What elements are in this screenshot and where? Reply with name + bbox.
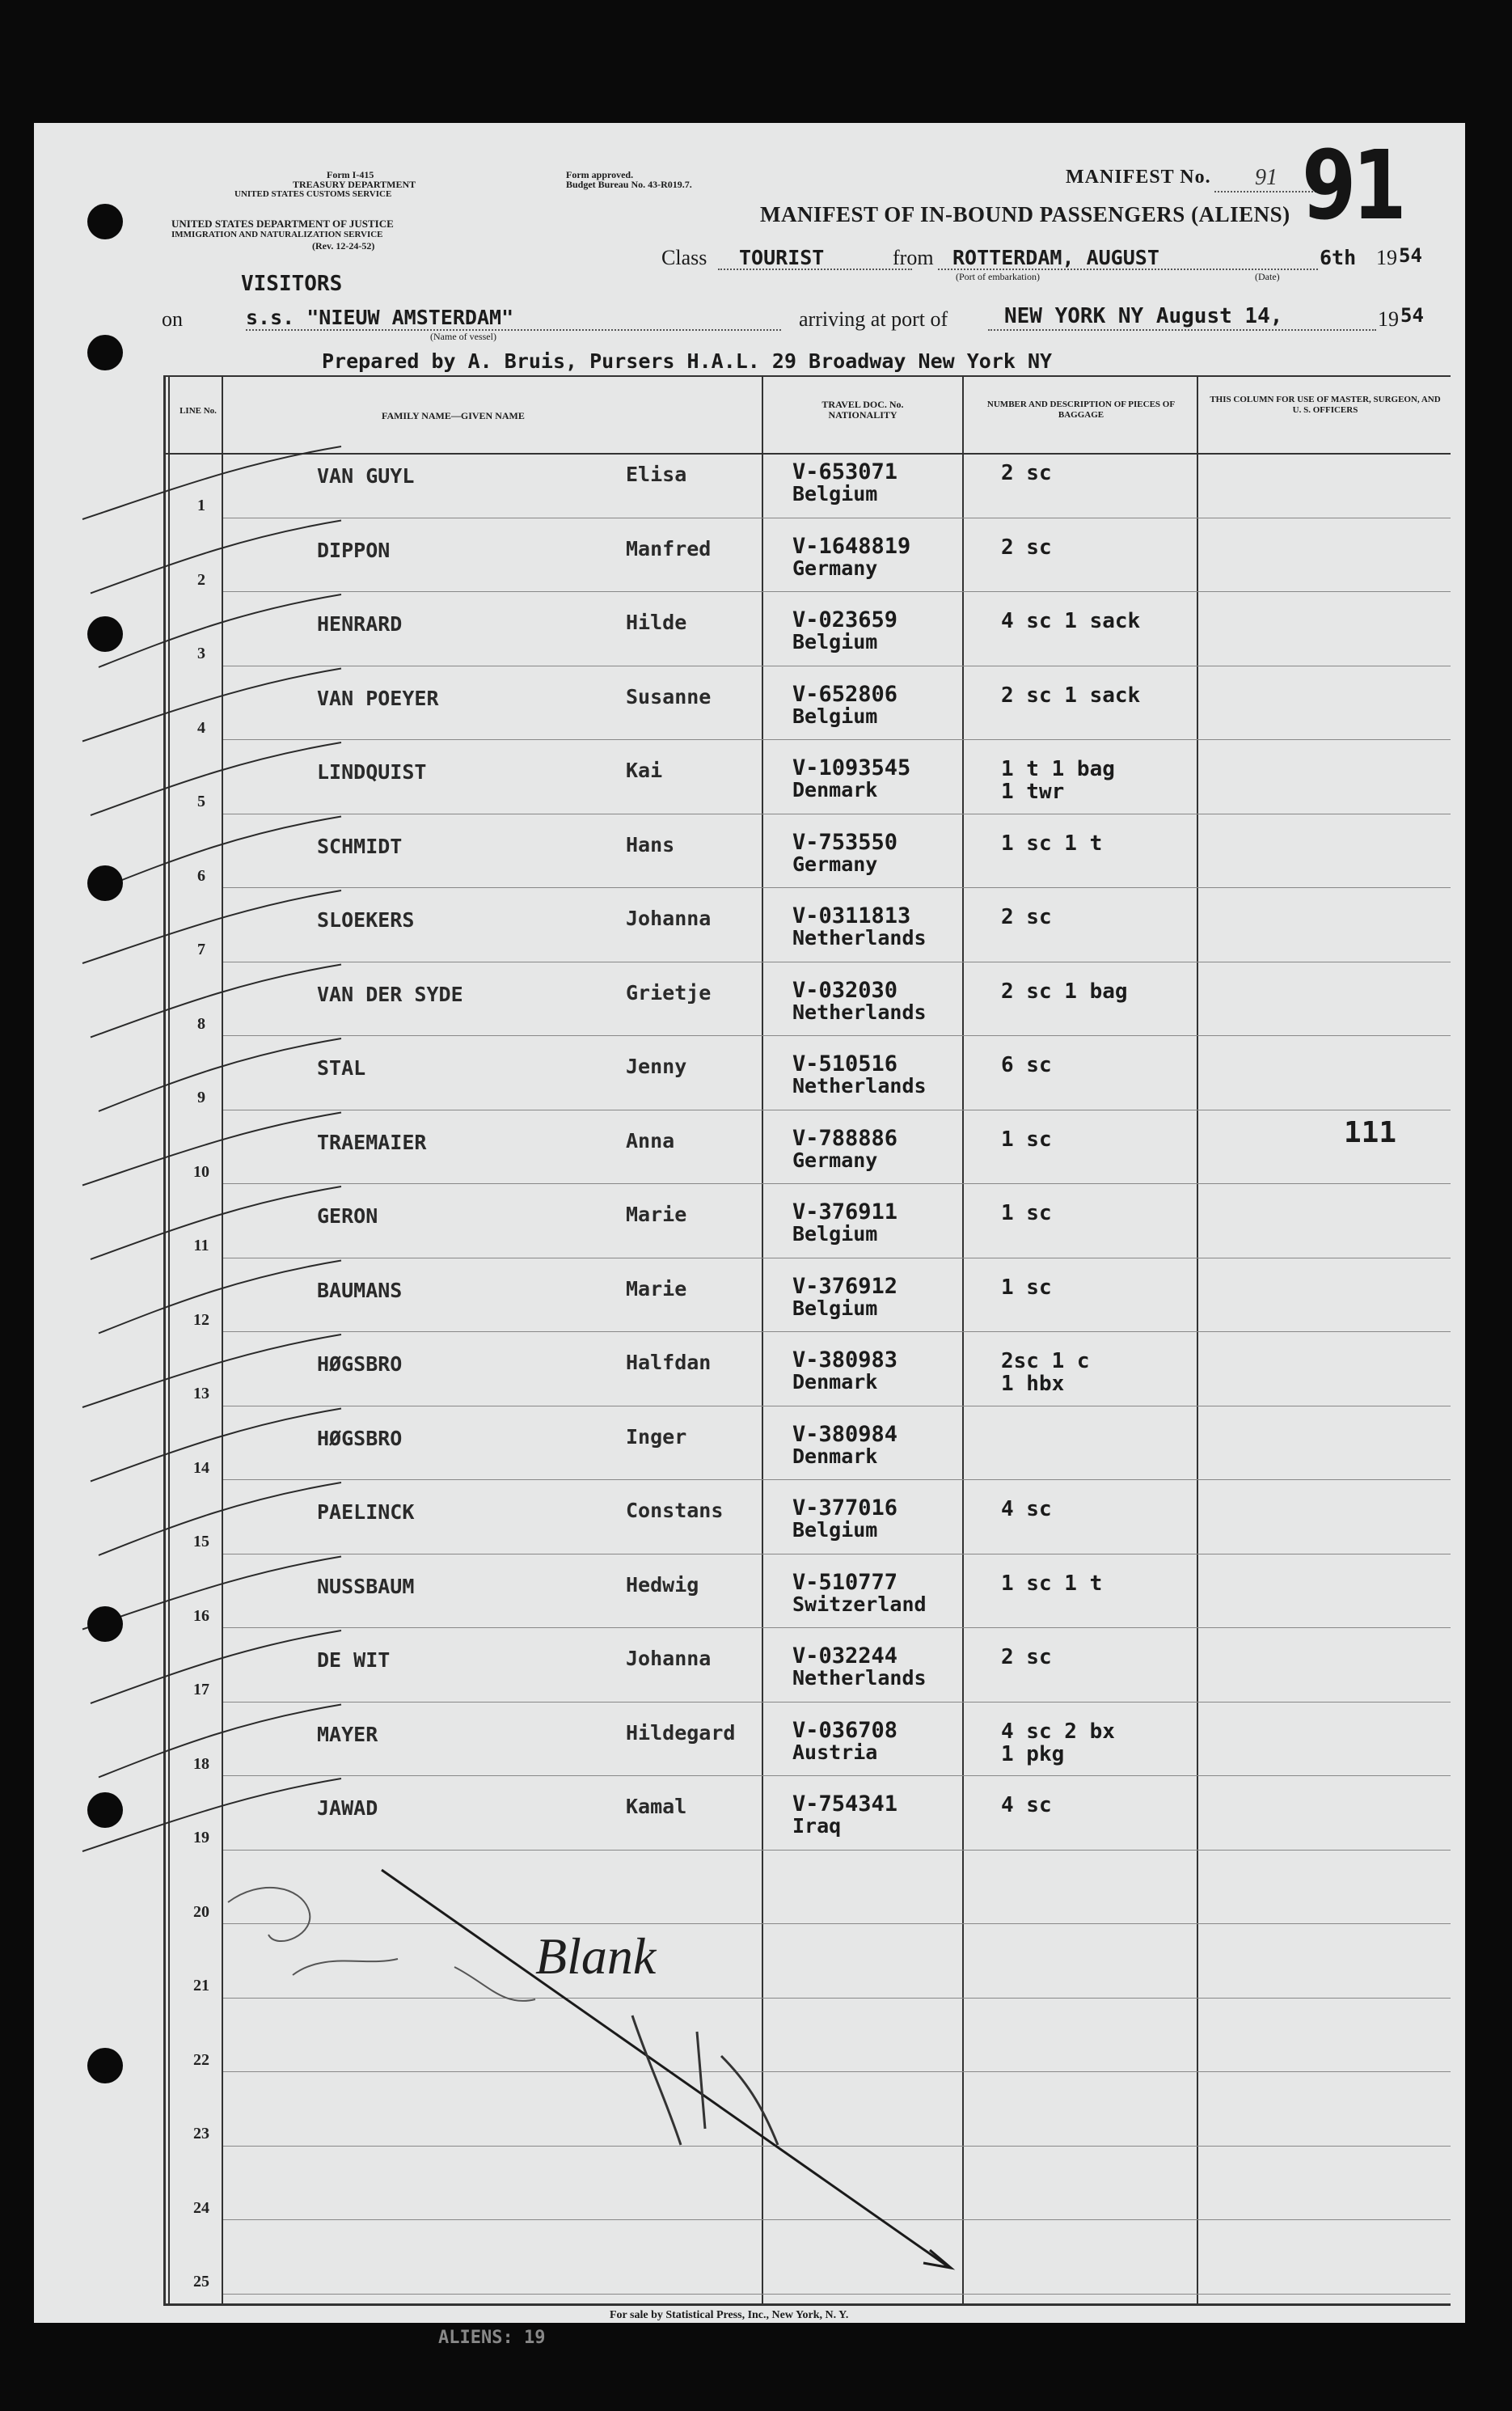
given-name: Johanna	[626, 1647, 712, 1670]
nationality: Denmark	[792, 778, 878, 802]
handwritten-date	[632, 2016, 778, 2145]
line-number: 19	[193, 1829, 209, 1846]
baggage: 2 sc 1 sack	[1001, 683, 1141, 708]
travel-doc-number: V-1093545	[792, 755, 911, 780]
from-year-value: 54	[1399, 244, 1422, 267]
family-name: HENRARD	[317, 612, 403, 636]
col-header-line: LINE No.	[179, 406, 217, 416]
line-number: 8	[197, 1014, 205, 1033]
family-name: SLOEKERS	[317, 908, 415, 932]
manifest-no-written: 91	[1255, 165, 1278, 190]
line-number: 15	[193, 1533, 209, 1550]
arrival-year-prefix: 19	[1378, 307, 1399, 331]
arriving-label: arriving at port of	[799, 307, 948, 331]
line-number: 6	[197, 866, 205, 885]
agency-line-2: UNITED STATES CUSTOMS SERVICE	[234, 189, 392, 199]
nationality: Netherlands	[792, 1000, 927, 1024]
baggage: 2 sc	[1001, 461, 1052, 485]
family-name: LINDQUIST	[317, 760, 427, 784]
checkmark-stroke	[99, 1261, 341, 1334]
given-name: Hans	[626, 832, 675, 857]
prepared-by-line: Prepared by A. Bruis, Pursers H.A.L. 29 Broadway New York NY	[322, 349, 1053, 373]
family-name: JAWAD	[317, 1796, 378, 1820]
checkmark-stroke	[99, 1483, 341, 1555]
baggage: 1 sc 1 t	[1001, 1571, 1103, 1596]
travel-doc-number: V-753550	[792, 829, 898, 855]
embark-caption: (Port of embarkation)	[956, 271, 1040, 282]
punch-hole	[87, 865, 123, 901]
cancel-diagonal-line	[382, 1870, 948, 2266]
nationality: Belgium	[792, 704, 878, 728]
agency-line-4: IMMIGRATION AND NATURALIZATION SERVICE	[171, 230, 383, 239]
nationality: Belgium	[792, 1222, 878, 1246]
baggage-extra: 1 twr	[1001, 780, 1065, 804]
line-number: 1	[197, 497, 205, 514]
family-name: VAN POEYER	[317, 686, 439, 710]
family-name: DIPPON	[317, 538, 391, 562]
vessel-value: s.s. "NIEUW AMSTERDAM"	[246, 306, 514, 329]
given-name: Susanne	[626, 684, 712, 708]
travel-doc-number: V-510516	[792, 1051, 898, 1076]
line-number: 7	[197, 941, 205, 958]
officer-note: 111	[1344, 1116, 1397, 1149]
manifest-sheet	[34, 123, 1465, 2323]
baggage: 2 sc	[1001, 1645, 1052, 1669]
col-header-baggage: NUMBER AND DESCRIPTION OF PIECES OF BAGGAGE	[986, 400, 1176, 420]
travel-doc-number: V-0311813	[792, 903, 911, 928]
line-number: 23	[193, 2125, 209, 2142]
checkmark-stroke	[82, 669, 341, 742]
given-name: Manfred	[626, 536, 712, 560]
given-name: Johanna	[626, 907, 712, 930]
baggage: 6 sc	[1001, 1053, 1052, 1077]
family-name: GERON	[317, 1204, 378, 1228]
col-header-name: FAMILY NAME—GIVEN NAME	[382, 410, 525, 421]
class-label: Class	[661, 246, 707, 269]
from-label: from	[893, 246, 934, 269]
family-name: DE WIT	[317, 1648, 391, 1672]
line-number: 13	[193, 1385, 209, 1402]
checkmark-stroke	[91, 965, 341, 1038]
nationality: Belgium	[792, 482, 878, 505]
given-name: Hildegard	[626, 1720, 736, 1745]
arrival-value: NEW YORK NY August 14,	[1004, 304, 1283, 328]
nationality: Germany	[792, 1148, 878, 1172]
line-number: 16	[193, 1606, 209, 1625]
checkmark-stroke	[82, 1335, 341, 1407]
travel-doc-number: V-510777	[792, 1569, 898, 1595]
baggage: 2 sc 1 bag	[1001, 979, 1128, 1004]
col-header-doc: TRAVEL DOC. No. NATIONALITY	[821, 399, 904, 421]
baggage: 4 sc	[1001, 1793, 1052, 1817]
family-name: HØGSBRO	[317, 1426, 403, 1450]
from-year-prefix: 19	[1376, 246, 1397, 269]
nationality: Belgium	[792, 630, 878, 654]
line-number: 5	[197, 793, 205, 810]
nationality: Iraq	[792, 1814, 842, 1838]
line-number: 18	[193, 1754, 209, 1773]
family-name: NUSSBAUM	[317, 1574, 415, 1598]
checkmark-stroke	[91, 742, 341, 815]
baggage: 1 sc	[1001, 1127, 1052, 1152]
travel-doc-number: V-032244	[792, 1643, 898, 1669]
agency-line-3: UNITED STATES DEPARTMENT OF JUSTICE	[171, 218, 394, 230]
handwritten-blank: Blank	[535, 1927, 657, 1985]
given-name: Marie	[626, 1203, 687, 1226]
class-value: TOURIST	[739, 246, 825, 269]
travel-doc-number: V-377016	[792, 1495, 898, 1521]
agency-line-5: (Rev. 12-24-52)	[312, 240, 375, 252]
nationality: Belgium	[792, 1296, 878, 1320]
visitors-label: VISITORS	[241, 272, 343, 296]
line-number: 17	[193, 1681, 209, 1698]
checkmark-stroke	[91, 1631, 341, 1703]
date-caption: (Date)	[1255, 271, 1280, 282]
line-number: 14	[193, 1458, 209, 1477]
nationality: Netherlands	[792, 1074, 927, 1098]
printer-credit: For sale by Statistical Press, Inc., New York, N. Y.	[610, 2309, 849, 2321]
family-name: MAYER	[317, 1722, 378, 1746]
given-name: Anna	[626, 1128, 675, 1153]
form-number: Form I-415	[327, 169, 374, 180]
checkmark-stroke	[99, 817, 341, 890]
given-name: Kai	[626, 759, 663, 782]
col-header-officers: THIS COLUMN FOR USE OF MASTER, SURGEON, AND U. S. OFFICERS	[1210, 395, 1441, 415]
approval-line-2: Budget Bureau No. 43-R019.7.	[566, 179, 692, 190]
given-name: Hilde	[626, 611, 687, 634]
approval-line-1: Form approved.	[566, 169, 634, 180]
baggage: 1 sc	[1001, 1275, 1052, 1300]
line-number: 22	[193, 2050, 209, 2069]
given-name: Kamal	[626, 1795, 687, 1818]
baggage: 4 sc 2 bx	[1001, 1719, 1115, 1744]
nationality: Netherlands	[792, 926, 927, 950]
nationality: Austria	[792, 1740, 878, 1764]
nationality: Germany	[792, 556, 878, 580]
travel-doc-number: V-036708	[792, 1717, 898, 1743]
given-name: Constans	[626, 1499, 724, 1522]
given-name: Inger	[626, 1424, 687, 1449]
checkmark-stroke	[99, 594, 341, 667]
baggage: 2 sc	[1001, 905, 1052, 929]
travel-doc-number: V-376911	[792, 1199, 898, 1225]
checkmark-stroke	[82, 446, 341, 519]
aliens-count: ALIENS: 19	[438, 2328, 546, 2348]
punch-hole	[87, 1606, 123, 1642]
manifest-label: MANIFEST No.	[1066, 167, 1211, 188]
baggage: 4 sc 1 sack	[1001, 609, 1141, 633]
baggage-extra: 1 hbx	[1001, 1372, 1065, 1396]
line-number: 9	[197, 1089, 205, 1106]
given-name: Halfdan	[626, 1351, 712, 1374]
vessel-caption: (Name of vessel)	[430, 331, 496, 342]
given-name: Jenny	[626, 1055, 687, 1078]
line-number: 10	[193, 1162, 209, 1181]
baggage: 4 sc	[1001, 1497, 1052, 1521]
punch-hole	[87, 2048, 123, 2083]
given-name: Hedwig	[626, 1572, 699, 1597]
nationality: Denmark	[792, 1444, 878, 1468]
checkmark-stroke	[91, 1186, 341, 1259]
checkmark-stroke	[99, 1038, 341, 1111]
checkmark-stroke	[91, 1409, 341, 1482]
baggage-extra: 1 pkg	[1001, 1741, 1065, 1766]
line-number: 4	[197, 718, 205, 737]
checkmark-stroke	[99, 1705, 341, 1778]
manifest-title: MANIFEST OF IN-BOUND PASSENGERS (ALIENS)	[760, 202, 1290, 226]
on-label: on	[162, 307, 183, 331]
family-name: TRAEMAIER	[317, 1130, 427, 1154]
line-number: 24	[193, 2198, 209, 2217]
family-name: SCHMIDT	[317, 834, 403, 858]
punch-hole	[87, 204, 123, 239]
manifest-number-stamp: 91	[1302, 129, 1403, 241]
family-name: BAUMANS	[317, 1278, 403, 1302]
travel-doc-number: V-652806	[792, 681, 898, 707]
punch-hole	[87, 1792, 123, 1828]
travel-doc-number: V-788886	[792, 1125, 898, 1151]
nationality: Netherlands	[792, 1666, 927, 1690]
nationality: Switzerland	[792, 1592, 927, 1616]
punch-hole	[87, 616, 123, 652]
family-name: STAL	[317, 1056, 366, 1080]
given-name: Grietje	[626, 980, 712, 1005]
given-name: Elisa	[626, 463, 687, 486]
travel-doc-number: V-376912	[792, 1273, 898, 1299]
agency-line-1: TREASURY DEPARTMENT	[293, 179, 416, 190]
family-name: HØGSBRO	[317, 1352, 403, 1376]
checkmark-stroke	[91, 521, 341, 594]
nationality: Germany	[792, 852, 878, 876]
nationality: Denmark	[792, 1370, 878, 1394]
checkmark-stroke	[82, 890, 341, 963]
line-number: 21	[193, 1977, 209, 1994]
baggage: 2 sc	[1001, 535, 1052, 560]
line-number: 12	[193, 1310, 209, 1329]
line-number: 3	[197, 645, 205, 662]
family-name: VAN GUYL	[317, 464, 415, 488]
baggage: 2sc 1 c	[1001, 1349, 1090, 1373]
arrival-year-value: 54	[1400, 304, 1424, 327]
line-number: 25	[193, 2273, 209, 2290]
pen-marks	[34, 123, 1465, 2323]
given-name: Marie	[626, 1276, 687, 1301]
line-number: 2	[197, 570, 205, 589]
line-number: 20	[193, 1902, 209, 1921]
from-value: ROTTERDAM, AUGUST	[952, 246, 1159, 269]
travel-doc-number: V-032030	[792, 977, 898, 1003]
travel-doc-number: V-380983	[792, 1347, 898, 1373]
nationality: Belgium	[792, 1518, 878, 1542]
baggage: 1 sc 1 t	[1001, 831, 1103, 856]
travel-doc-number: V-653071	[792, 459, 898, 484]
baggage: 1 t 1 bag	[1001, 757, 1115, 781]
family-name: VAN DER SYDE	[317, 982, 463, 1006]
travel-doc-number: V-1648819	[792, 533, 911, 559]
travel-doc-number: V-754341	[792, 1791, 898, 1817]
checkmark-stroke	[82, 1113, 341, 1186]
travel-doc-number: V-380984	[792, 1421, 898, 1447]
baggage: 1 sc	[1001, 1201, 1052, 1225]
punch-hole	[87, 335, 123, 370]
line-number: 11	[193, 1237, 209, 1254]
family-name: PAELINCK	[317, 1500, 415, 1524]
from-date-value: 6th	[1320, 246, 1357, 269]
travel-doc-number: V-023659	[792, 607, 898, 632]
